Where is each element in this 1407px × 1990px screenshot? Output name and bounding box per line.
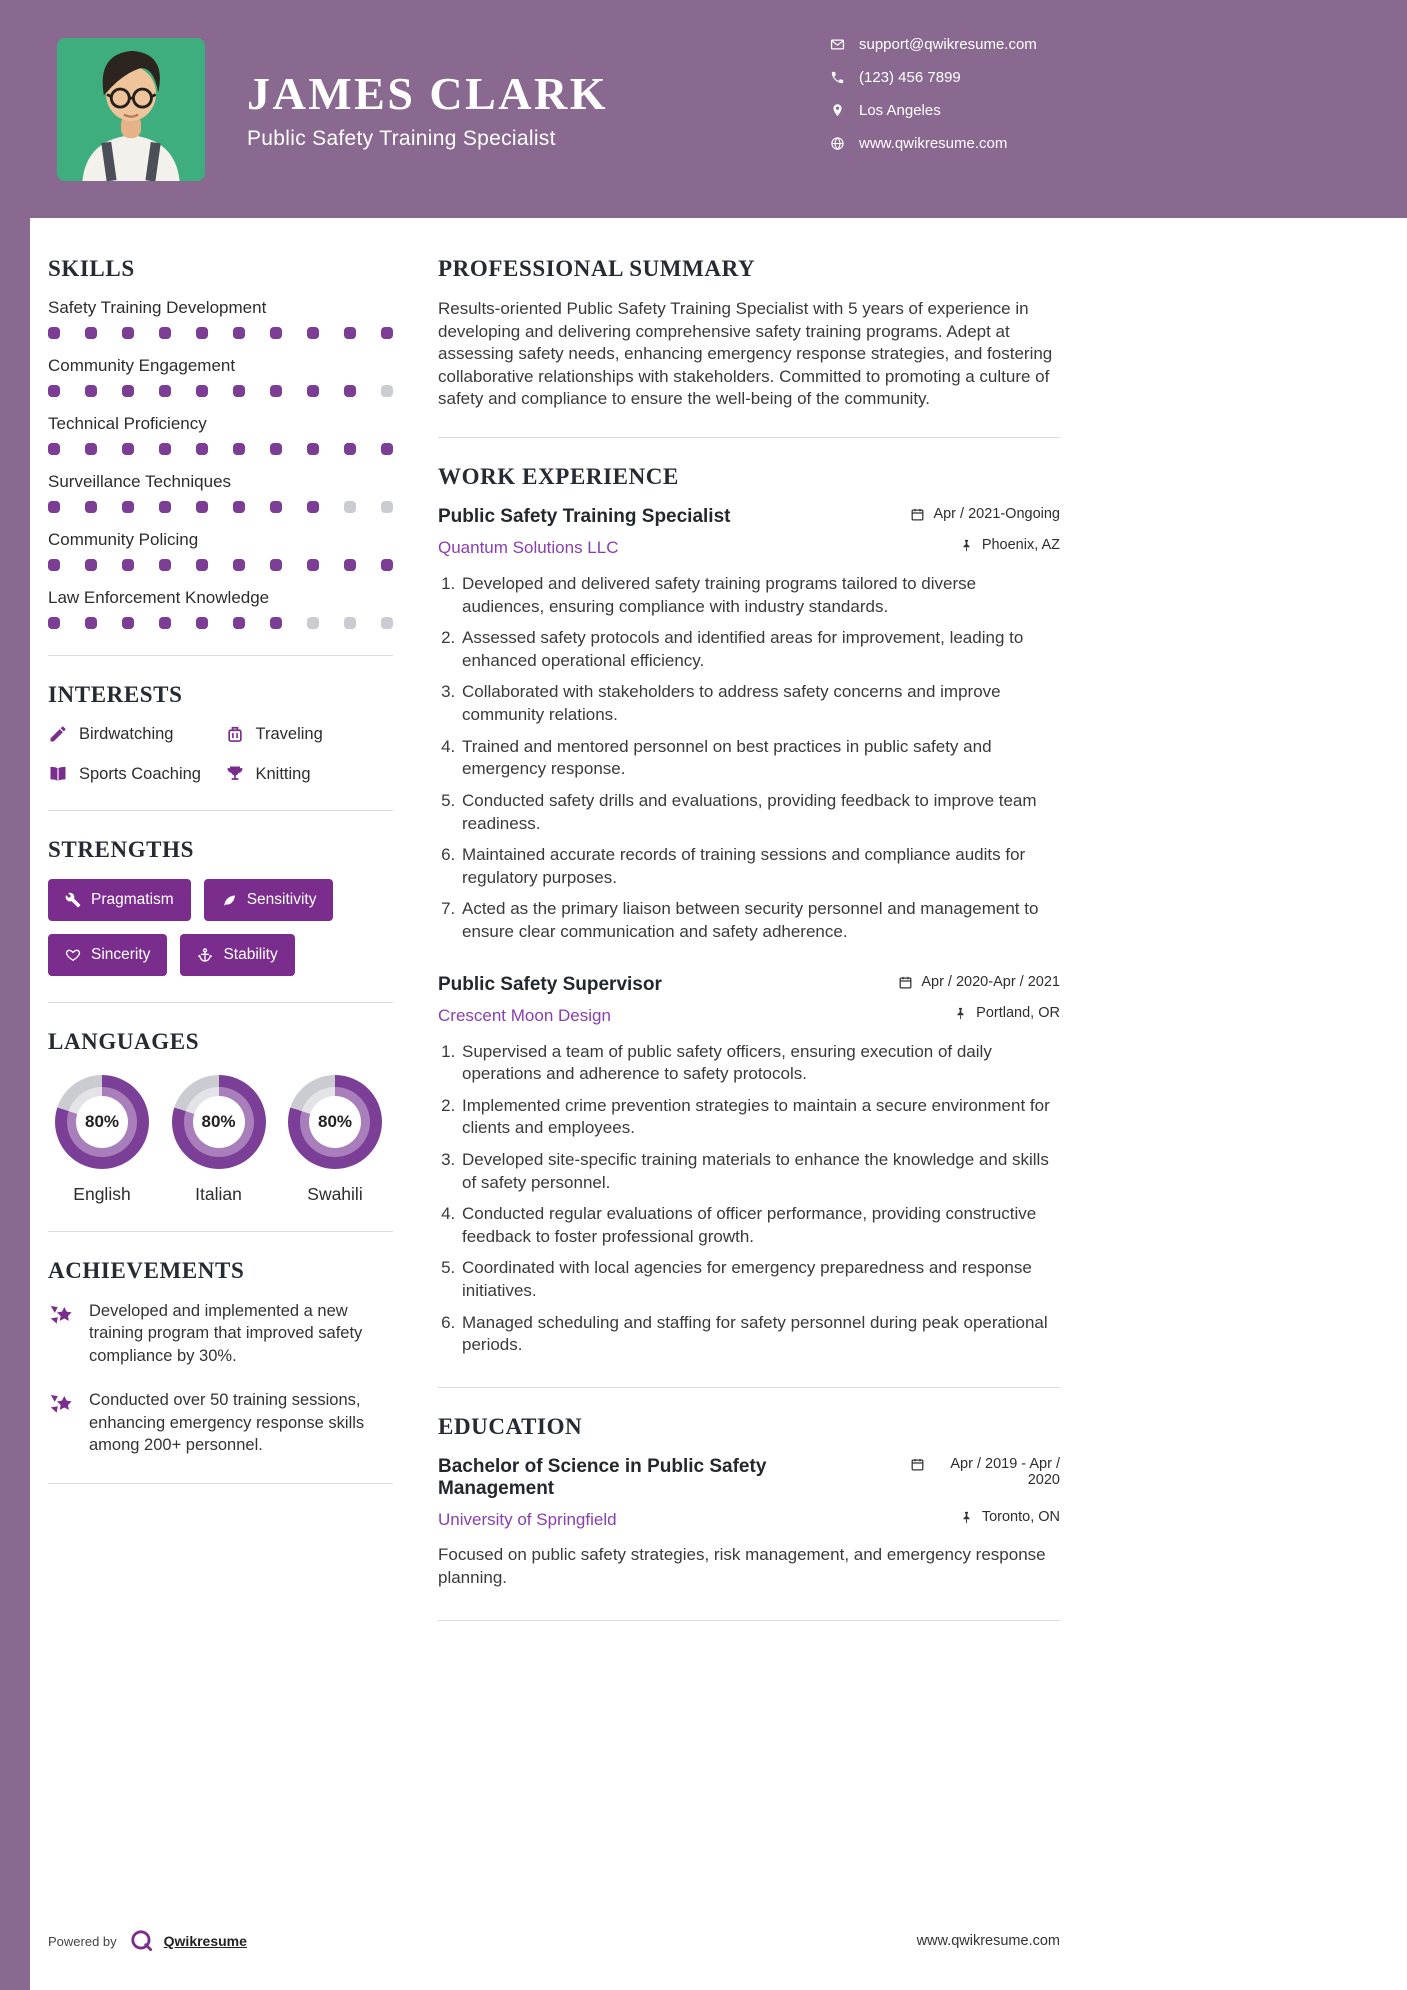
education-location: [959, 1509, 1060, 1525]
phone-icon: [830, 70, 845, 85]
job-headline: Public Safety Training Specialist: [247, 127, 556, 150]
job-bullet-list: [438, 573, 1060, 944]
page-title: JAMES CLARK: [247, 68, 609, 119]
skill-level-dot: [122, 385, 134, 397]
achievement-item: [48, 1300, 393, 1367]
contact-email[interactable]: [830, 36, 1037, 53]
skill-rating: [48, 617, 393, 629]
skill-level-dot: [270, 617, 282, 629]
skill-item: [48, 588, 393, 629]
skill-level-dot: [233, 385, 245, 397]
language-donut-chart: [288, 1075, 382, 1169]
company-link: Crescent Moon Design: [438, 1005, 611, 1025]
job-bullet: 5. Coordinated with local agencies for emergency preparedness and response initiatives.: [460, 1257, 1060, 1302]
language-percent: 80%: [309, 1096, 361, 1148]
skill-level-dot: [48, 327, 60, 339]
globe-icon: [830, 136, 845, 151]
job-location-text: Portland, OR: [976, 1004, 1060, 1021]
strength-badge: [204, 879, 334, 921]
job-bullet: 1. Supervised a team of public safety officers, ensuring execution of daily operations and adherence to safety protocols.: [460, 1041, 1060, 1086]
contact-location-text: Los Angeles: [859, 102, 941, 119]
job-dates-text: Apr / 2020-Apr / 2021: [921, 973, 1060, 990]
skill-level-dot: [122, 443, 134, 455]
education-dates: [910, 1456, 1060, 1488]
education-heading: EDUCATION: [438, 1413, 583, 1439]
skill-name: Law Enforcement Knowledge: [48, 588, 270, 607]
skill-rating: [48, 327, 393, 339]
skill-item: [48, 356, 393, 397]
qwikresume-link[interactable]: Qwikresume: [163, 1933, 247, 1949]
skill-level-dot: [307, 559, 319, 571]
interest-item: [225, 764, 394, 784]
languages-list: [48, 1071, 393, 1205]
skill-level-dot: [85, 501, 97, 513]
skill-level-dot: [344, 327, 356, 339]
skill-level-dot: [48, 501, 60, 513]
skill-level-dot: [233, 443, 245, 455]
skill-level-dot: [196, 443, 208, 455]
skill-level-dot: [48, 385, 60, 397]
contact-phone-text: (123) 456 7899: [859, 69, 961, 86]
skill-level-dot: [381, 385, 393, 397]
skill-item: [48, 298, 393, 339]
job-dates: [898, 974, 1060, 990]
footer: [48, 1928, 1060, 1954]
left-accent-strip: [0, 0, 30, 1990]
skill-level-dot: [270, 559, 282, 571]
degree-title: Bachelor of Science in Public Safety Management: [438, 1455, 767, 1499]
job-location: [959, 537, 1060, 553]
skill-level-dot: [233, 327, 245, 339]
language-item: [283, 1075, 387, 1205]
skill-level-dot: [307, 617, 319, 629]
strengths-list: [48, 879, 393, 976]
skills-heading: SKILLS: [48, 256, 135, 281]
skill-level-dot: [307, 443, 319, 455]
calendar-icon: [898, 975, 913, 990]
skill-level-dot: [159, 443, 171, 455]
skill-level-dot: [85, 559, 97, 571]
job-location-text: Phoenix, AZ: [981, 537, 1060, 554]
pushpin-icon: [959, 538, 974, 553]
interest-item: [48, 724, 217, 744]
interest-label: Sports Coaching: [79, 764, 201, 783]
interest-label: Traveling: [255, 724, 323, 743]
skill-level-dot: [196, 385, 208, 397]
resume-body: [0, 218, 1060, 1647]
skill-level-dot: [233, 617, 245, 629]
job-bullet: 4. Conducted regular evaluations of officer performance, providing constructive feedback to foster professional growth.: [460, 1203, 1060, 1248]
summary-heading: PROFESSIONAL SUMMARY: [438, 256, 756, 281]
skill-level-dot: [48, 617, 60, 629]
skill-level-dot: [270, 385, 282, 397]
skill-level-dot: [270, 327, 282, 339]
language-percent: 80%: [76, 1096, 128, 1148]
section-divider: [438, 437, 1060, 438]
job-bullet: 3. Developed site-specific training materials to enhance the knowledge and skills of safety personnel.: [460, 1149, 1060, 1194]
skill-level-dot: [159, 617, 171, 629]
pushpin-icon: [953, 1006, 968, 1021]
skill-level-dot: [307, 327, 319, 339]
skill-name: Technical Proficiency: [48, 414, 207, 433]
language-donut-chart: [172, 1075, 266, 1169]
language-item: [50, 1075, 154, 1205]
experience-heading: WORK EXPERIENCE: [438, 464, 679, 490]
heart-icon: [65, 947, 81, 963]
job-location: [953, 1005, 1060, 1021]
email-icon: [830, 37, 845, 52]
location-icon: [830, 103, 845, 118]
section-divider: [48, 1002, 393, 1003]
job-bullet: 4. Trained and mentored personnel on best practices in public safety and emergency response.: [460, 736, 1060, 781]
contact-block: [830, 36, 1037, 168]
skill-level-dot: [159, 559, 171, 571]
skill-level-dot: [344, 443, 356, 455]
interest-item: [225, 724, 394, 744]
qwikresume-logo-icon: [129, 1928, 155, 1954]
interests-list: [48, 724, 393, 784]
strength-label: Sensitivity: [246, 891, 317, 908]
language-percent: 80%: [193, 1096, 245, 1148]
summary-text: Results-oriented Public Safety Training Specialist with 5 years of experience in developing and delivering comprehensive safety training programs. Adept at assessing safety needs, enhancing emergency response strategies, and fostering collaborative relationships with stakeholders. Committed to promoting a culture of safety and compliance to ensure the well-being of the community.: [438, 299, 1053, 409]
skill-level-dot: [122, 327, 134, 339]
school-link: University of Springfield: [438, 1509, 617, 1529]
contact-website[interactable]: [830, 135, 1037, 152]
languages-heading: LANGUAGES: [48, 1029, 200, 1054]
skill-level-dot: [344, 559, 356, 571]
skill-level-dot: [381, 501, 393, 513]
job-title: Public Safety Training Specialist: [438, 506, 731, 528]
skill-level-dot: [48, 559, 60, 571]
strength-badge: [180, 934, 294, 976]
achievement-text: Conducted over 50 training sessions, enhancing emergency response skills among 200+ personnel.: [89, 1391, 365, 1455]
skill-level-dot: [381, 559, 393, 571]
contact-phone: [830, 69, 1037, 86]
skill-rating: [48, 385, 393, 397]
skill-level-dot: [85, 385, 97, 397]
footer-site-url[interactable]: www.qwikresume.com: [916, 1933, 1060, 1949]
skill-name: Community Policing: [48, 530, 199, 549]
achievement-item: [48, 1389, 393, 1456]
skill-level-dot: [159, 327, 171, 339]
skill-level-dot: [344, 385, 356, 397]
skill-name: Community Engagement: [48, 356, 236, 375]
skill-level-dot: [196, 501, 208, 513]
luggage-icon: [225, 724, 245, 744]
job-bullet: 2. Implemented crime prevention strategies to maintain a secure environment for clients and employees.: [460, 1095, 1060, 1140]
strength-badge: [48, 879, 191, 921]
job-entry: [438, 974, 1060, 1357]
language-name: Italian: [195, 1184, 242, 1204]
job-bullet: 6. Managed scheduling and staffing for safety personnel during peak operational periods.: [460, 1312, 1060, 1357]
job-dates-text: Apr / 2021-Ongoing: [933, 506, 1060, 523]
skill-level-dot: [344, 501, 356, 513]
skill-level-dot: [381, 327, 393, 339]
profile-photo: [57, 38, 205, 181]
language-donut-chart: [55, 1075, 149, 1169]
achievements-heading: ACHIEVEMENTS: [48, 1258, 245, 1283]
job-bullet: 3. Collaborated with stakeholders to address safety concerns and improve community relations.: [460, 681, 1060, 726]
section-divider: [48, 655, 393, 656]
skill-level-dot: [270, 443, 282, 455]
contact-website-text: www.qwikresume.com: [859, 135, 1008, 152]
job-bullet: 6. Maintained accurate records of training sessions and compliance audits for regulatory purposes.: [460, 844, 1060, 889]
skill-level-dot: [307, 385, 319, 397]
left-column: [48, 256, 393, 1647]
job-dates: [910, 506, 1060, 522]
interest-label: Birdwatching: [79, 724, 174, 743]
strength-label: Pragmatism: [91, 891, 174, 908]
job-bullet: 5. Conducted safety drills and evaluations, providing feedback to improve team readiness.: [460, 790, 1060, 835]
skill-level-dot: [85, 327, 97, 339]
skill-rating: [48, 501, 393, 513]
skill-level-dot: [381, 443, 393, 455]
calendar-icon: [910, 507, 925, 522]
job-bullet: 1. Developed and delivered safety training programs tailored to diverse audiences, ensuring compliance with industry standards.: [460, 573, 1060, 618]
calendar-icon: [910, 1457, 925, 1472]
skill-level-dot: [196, 617, 208, 629]
powered-by-label: Powered by: [48, 1933, 117, 1949]
interest-item: [48, 764, 217, 784]
skill-name: Surveillance Techniques: [48, 472, 232, 491]
pushpin-icon: [959, 1510, 974, 1525]
skill-level-dot: [196, 559, 208, 571]
strength-label: Stability: [223, 946, 278, 963]
interest-label: Knitting: [255, 764, 311, 783]
job-title: Public Safety Supervisor: [438, 973, 662, 995]
job-bullet-list: [438, 1041, 1060, 1357]
profile-photo-illustration: [57, 38, 205, 181]
skill-level-dot: [159, 385, 171, 397]
strength-badge: [48, 934, 167, 976]
skill-level-dot: [48, 443, 60, 455]
section-divider: [438, 1620, 1060, 1621]
skill-rating: [48, 443, 393, 455]
skill-rating: [48, 559, 393, 571]
leaf-icon: [221, 892, 237, 908]
skill-level-dot: [85, 443, 97, 455]
section-divider: [438, 1387, 1060, 1388]
skills-list: [48, 298, 393, 629]
skill-level-dot: [381, 617, 393, 629]
skill-item: [48, 472, 393, 513]
language-name: Swahili: [307, 1184, 363, 1204]
skill-name: Safety Training Development: [48, 298, 267, 317]
medal-icon: [48, 1302, 75, 1329]
right-column: [438, 256, 1060, 1647]
skill-level-dot: [159, 501, 171, 513]
interests-heading: INTERESTS: [48, 682, 183, 707]
company-link: Quantum Solutions LLC: [438, 538, 619, 558]
skill-level-dot: [233, 501, 245, 513]
skill-level-dot: [85, 617, 97, 629]
language-item: [167, 1075, 271, 1205]
job-bullet: 2. Assessed safety protocols and identified areas for improvement, leading to enhanced operational efficiency.: [460, 627, 1060, 672]
education-location-text: Toronto, ON: [981, 1508, 1060, 1525]
skill-level-dot: [307, 501, 319, 513]
contact-email-text: support@qwikresume.com: [859, 36, 1037, 53]
education-dates-text: Apr / 2019 - Apr / 2020: [950, 1455, 1060, 1488]
anchor-icon: [197, 947, 213, 963]
strengths-heading: STRENGTHS: [48, 837, 195, 862]
skill-level-dot: [122, 617, 134, 629]
skill-level-dot: [122, 501, 134, 513]
section-divider: [48, 1483, 393, 1484]
skill-level-dot: [344, 617, 356, 629]
header: [30, 0, 1407, 218]
skill-level-dot: [233, 559, 245, 571]
achievements-list: [48, 1300, 393, 1457]
achievement-text: Developed and implemented a new training program that improved safety compliance by 30%.: [89, 1302, 363, 1365]
skill-level-dot: [122, 559, 134, 571]
book-icon: [48, 764, 68, 784]
trophy-icon: [225, 764, 245, 784]
medal-icon: [48, 1391, 75, 1418]
job-bullet: 7. Acted as the primary liaison between security personnel and management to ensure clear communication and safety adherence.: [460, 898, 1060, 943]
skill-item: [48, 414, 393, 455]
skill-level-dot: [270, 501, 282, 513]
section-divider: [48, 1231, 393, 1232]
contact-location: [830, 102, 1037, 119]
pen-icon: [48, 724, 68, 744]
education-entry: [438, 1456, 1060, 1590]
strength-label: Sincerity: [91, 946, 151, 963]
wrench-icon: [65, 892, 81, 908]
skill-level-dot: [196, 327, 208, 339]
language-name: English: [73, 1184, 131, 1204]
skill-item: [48, 530, 393, 571]
section-divider: [48, 810, 393, 811]
job-entry: [438, 506, 1060, 944]
education-note: Focused on public safety strategies, risk management, and emergency response planning.: [438, 1544, 1046, 1587]
